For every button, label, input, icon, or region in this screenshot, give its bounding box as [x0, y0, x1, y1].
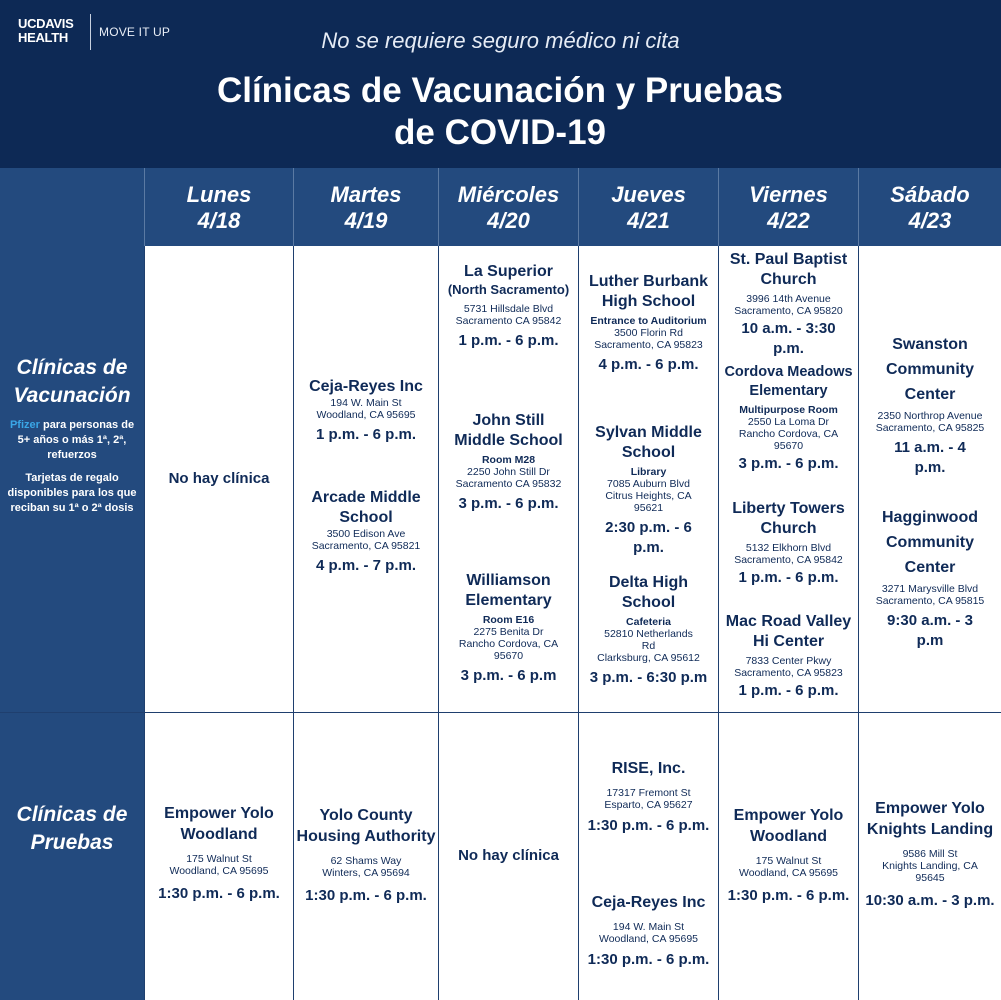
- clinic-name: La Superior: [464, 263, 553, 280]
- clinic-address: 7085 Auburn Blvd: [607, 478, 690, 490]
- clinic-name: RISE, Inc.: [611, 760, 686, 777]
- clinic-room: Multipurpose Room: [739, 404, 838, 416]
- clinic-address: 5132 Elkhorn Blvd: [745, 542, 832, 554]
- row-title-line2: Vacunación: [13, 384, 131, 407]
- day-date: 4/22: [767, 208, 810, 233]
- test-cell-jueves: [578, 713, 718, 1000]
- day-name: Jueves: [611, 182, 686, 207]
- clinic-hours: 1:30 p.m. - 6 p.m.: [158, 885, 280, 902]
- clinic-hours: 9:30 a.m. - 3 p.m: [887, 612, 973, 649]
- clinic-entry: [294, 488, 438, 576]
- clinic-hours: 1:30 p.m. - 6 p.m.: [305, 887, 427, 904]
- clinic-entry: [439, 262, 578, 351]
- clinic-address: 7833 Center Pkwy: [745, 655, 832, 667]
- header: [0, 0, 1001, 168]
- test-cell-viernes: [718, 713, 858, 1000]
- day-date: 4/19: [344, 208, 388, 233]
- clinic-room: Cafeteria: [626, 616, 671, 628]
- clinic-hours: 10 a.m. - 3:30 p.m.: [741, 320, 836, 357]
- clinic-hours: 1 p.m. - 6 p.m.: [738, 569, 839, 586]
- clinic-name: Luther Burbank High School: [588, 273, 709, 310]
- clinic-name: Cordova Meadows Elementary: [724, 364, 853, 399]
- clinic-entry: [859, 505, 1001, 651]
- clinic-room: Room E16: [482, 614, 535, 626]
- row-note-gift-cards: Tarjetas de regalo disponibles para los que reciban su 1ª o 2ª dosis: [7, 472, 137, 514]
- clinic-entry: [579, 893, 718, 970]
- tagline: MOVE IT UP: [99, 25, 171, 39]
- day-name: Sábado: [890, 182, 970, 207]
- day-date: 4/21: [627, 208, 670, 233]
- subtitle: No se requiere seguro médico ni cita: [321, 28, 680, 53]
- clinic-hours: 1 p.m. - 6 p.m.: [315, 426, 417, 443]
- clinic-entry: [719, 499, 858, 588]
- day-name: Lunes: [186, 182, 252, 207]
- clinic-entry: [294, 805, 438, 906]
- clinic-entry: [719, 363, 858, 474]
- logo-line1: UCDAVIS: [18, 16, 74, 31]
- clinic-name: Delta High School: [608, 574, 689, 611]
- test-cell-lunes: [144, 713, 293, 1000]
- day-name: Martes: [330, 182, 402, 207]
- vac-cell-viernes: [718, 246, 858, 712]
- day-header-viernes: [718, 168, 858, 246]
- test-cell-miercoles: [438, 713, 578, 1000]
- clinic-hours: 1 p.m. - 6 p.m.: [458, 332, 559, 349]
- clinic-city: Sacramento, CA 95821: [311, 540, 421, 552]
- clinic-address: 3996 14th Avenue: [746, 293, 831, 305]
- clinic-entry: [579, 573, 718, 688]
- clinic-entry: [579, 759, 718, 836]
- clinic-city: Sacramento, CA 95823: [594, 339, 703, 351]
- clinic-hours: 1:30 p.m. - 6 p.m.: [587, 817, 710, 834]
- clinic-address: 2250 John Still Dr: [467, 466, 550, 478]
- clinic-address: 194 W. Main St: [330, 397, 402, 409]
- clinic-city: Sacramento, CA 95820: [734, 305, 843, 317]
- clinic-name: Yolo County Housing Authority: [296, 807, 436, 845]
- clinic-hours: 10:30 a.m. - 3 p.m.: [865, 892, 995, 909]
- row-header-pruebas: [0, 713, 144, 1000]
- clinic-name: Empower Yolo Knights Landing: [866, 800, 994, 838]
- clinic-city: Sacramento, CA 95823: [734, 667, 843, 679]
- logo-line2: HEALTH: [18, 30, 68, 45]
- clinic-address: 3271 Marysville Blvd: [881, 583, 979, 595]
- clinic-hours: 4 p.m. - 6 p.m.: [598, 356, 699, 373]
- clinic-entry: [719, 250, 858, 359]
- clinic-address: 9586 Mill St: [902, 848, 958, 860]
- clinic-entry: [579, 423, 718, 558]
- vac-cell-martes: [293, 246, 438, 712]
- day-header-sabado: [858, 168, 1001, 246]
- clinic-hours: 1:30 p.m. - 6 p.m.: [727, 887, 850, 904]
- clinic-entry: [439, 571, 578, 686]
- clinic-room: Library: [630, 466, 667, 478]
- clinic-city: Woodland, CA 95695: [738, 867, 839, 879]
- clinic-city: Rancho Cordova, CA 95670: [738, 428, 839, 452]
- clinic-address: 175 Walnut St: [755, 855, 822, 867]
- schedule-grid: [0, 168, 1001, 1000]
- no-clinic-text: No hay clínica: [458, 847, 559, 864]
- clinic-hours: 4 p.m. - 7 p.m.: [315, 557, 417, 574]
- clinic-hours: 3 p.m. - 6 p.m: [460, 667, 557, 684]
- clinic-room: Room M28: [481, 454, 536, 466]
- no-clinic-text: No hay clínica: [168, 470, 270, 487]
- row-title-line1: Clínicas de: [16, 356, 128, 379]
- clinic-city: Sacramento CA 95842: [455, 315, 562, 327]
- clinic-entry: [579, 272, 718, 375]
- clinic-name: Sylvan Middle School: [595, 424, 702, 461]
- test-cell-martes: [293, 713, 438, 1000]
- clinic-entry: [719, 612, 858, 701]
- clinic-entry: [145, 803, 293, 904]
- title-line1: Clínicas de Vacunación y Pruebas: [216, 71, 784, 110]
- test-cell-sabado: [858, 713, 1001, 1000]
- clinic-city: Sacramento, CA 95825: [875, 422, 985, 434]
- day-header-lunes: [144, 168, 293, 246]
- clinic-name: Hagginwood Community Center: [882, 509, 978, 576]
- day-header-martes: [293, 168, 438, 246]
- clinic-hours: 1 p.m. - 6 p.m.: [738, 682, 839, 699]
- clinic-city: Woodland, CA 95695: [169, 865, 269, 877]
- clinic-city: Knights Landing, CA 95645: [882, 860, 978, 884]
- clinic-address: 62 Shams Way: [330, 855, 402, 867]
- clinic-address: 17317 Fremont St: [606, 787, 691, 799]
- vac-cell-jueves: [578, 246, 718, 712]
- title-line2: de COVID-19: [394, 113, 606, 152]
- clinic-name: Ceja-Reyes Inc: [591, 894, 706, 911]
- clinic-city: Esparto, CA 95627: [604, 799, 693, 811]
- vac-cell-lunes: [144, 246, 293, 712]
- clinic-city: Rancho Cordova, CA 95670: [458, 638, 559, 662]
- clinic-name: Empower Yolo Woodland: [164, 805, 274, 843]
- clinic-address: 52810 Netherlands Rd: [604, 628, 693, 652]
- clinic-name-sub: (North Sacramento): [447, 282, 570, 297]
- page-title: [150, 70, 850, 154]
- clinic-entry: [719, 805, 858, 906]
- clinic-name: Arcade Middle School: [311, 489, 421, 526]
- row-title-line1: Clínicas de: [16, 803, 128, 826]
- clinic-address: 2350 Northrop Avenue: [877, 410, 983, 422]
- day-header-jueves: [578, 168, 718, 246]
- clinic-hours: 3 p.m. - 6:30 p.m: [589, 669, 708, 686]
- pfizer-label: Pfizer: [9, 419, 40, 431]
- day-date: 4/18: [197, 208, 241, 233]
- clinic-address: 2550 La Loma Dr: [747, 416, 830, 428]
- clinic-hours: 1:30 p.m. - 6 p.m.: [587, 951, 710, 968]
- clinic-address: 175 Walnut St: [186, 853, 252, 865]
- clinic-hours: 2:30 p.m. - 6 p.m.: [605, 519, 692, 556]
- clinic-room: Entrance to Auditorium: [590, 315, 707, 327]
- clinic-address: 5731 Hillsdale Blvd: [463, 303, 554, 315]
- clinic-city: Woodland, CA 95695: [598, 933, 699, 945]
- clinic-entry: [439, 411, 578, 514]
- clinic-name: John Still Middle School: [454, 412, 563, 449]
- row-note-pfizer: [0, 418, 144, 463]
- day-date: 4/20: [487, 208, 530, 233]
- day-date: 4/23: [908, 208, 952, 233]
- row-header-vacunacion: [0, 246, 144, 712]
- clinic-name: Liberty Towers Church: [732, 500, 845, 537]
- corner-cell: [0, 168, 144, 246]
- clinic-name: Mac Road Valley Hi Center: [725, 613, 852, 650]
- day-header-miercoles: [438, 168, 578, 246]
- clinic-hours: 11 a.m. - 4 p.m.: [894, 439, 966, 476]
- clinic-address: 2275 Benita Dr: [473, 626, 544, 638]
- clinic-name: Empower Yolo Woodland: [733, 807, 844, 845]
- clinic-name: St. Paul Baptist Church: [729, 251, 848, 288]
- clinic-city: Sacramento, CA 95842: [734, 554, 843, 566]
- clinic-city: Sacramento, CA 95815: [875, 595, 985, 607]
- clinic-name: Williamson Elementary: [465, 572, 552, 609]
- clinic-entry: [294, 377, 438, 445]
- clinic-address: 194 W. Main St: [612, 921, 685, 933]
- day-name: Miércoles: [457, 182, 560, 207]
- day-name: Viernes: [749, 182, 828, 207]
- clinic-address: 3500 Florin Rd: [614, 327, 683, 339]
- clinic-city: Citrus Heights, CA 95621: [605, 490, 692, 514]
- clinic-hours: 3 p.m. - 6 p.m.: [458, 495, 559, 512]
- vac-cell-miercoles: [438, 246, 578, 712]
- clinic-city: Woodland, CA 95695: [316, 409, 416, 421]
- vac-cell-sabado: [858, 246, 1001, 712]
- pfizer-note: para personas de 5+ años o más 1ª, 2ª, refuerzos: [17, 419, 135, 461]
- clinic-entry: [859, 798, 1001, 911]
- clinic-city: Winters, CA 95694: [322, 867, 410, 879]
- clinic-name: Ceja-Reyes Inc: [309, 378, 423, 395]
- row-title-line2: Pruebas: [30, 831, 114, 854]
- clinic-entry: [859, 332, 1001, 478]
- clinic-address: 3500 Edison Ave: [326, 528, 406, 540]
- clinic-name: Swanston Community Center: [886, 336, 974, 403]
- clinic-hours: 3 p.m. - 6 p.m.: [738, 455, 839, 472]
- clinic-city: Clarksburg, CA 95612: [597, 652, 700, 664]
- clinic-city: Sacramento CA 95832: [455, 478, 562, 490]
